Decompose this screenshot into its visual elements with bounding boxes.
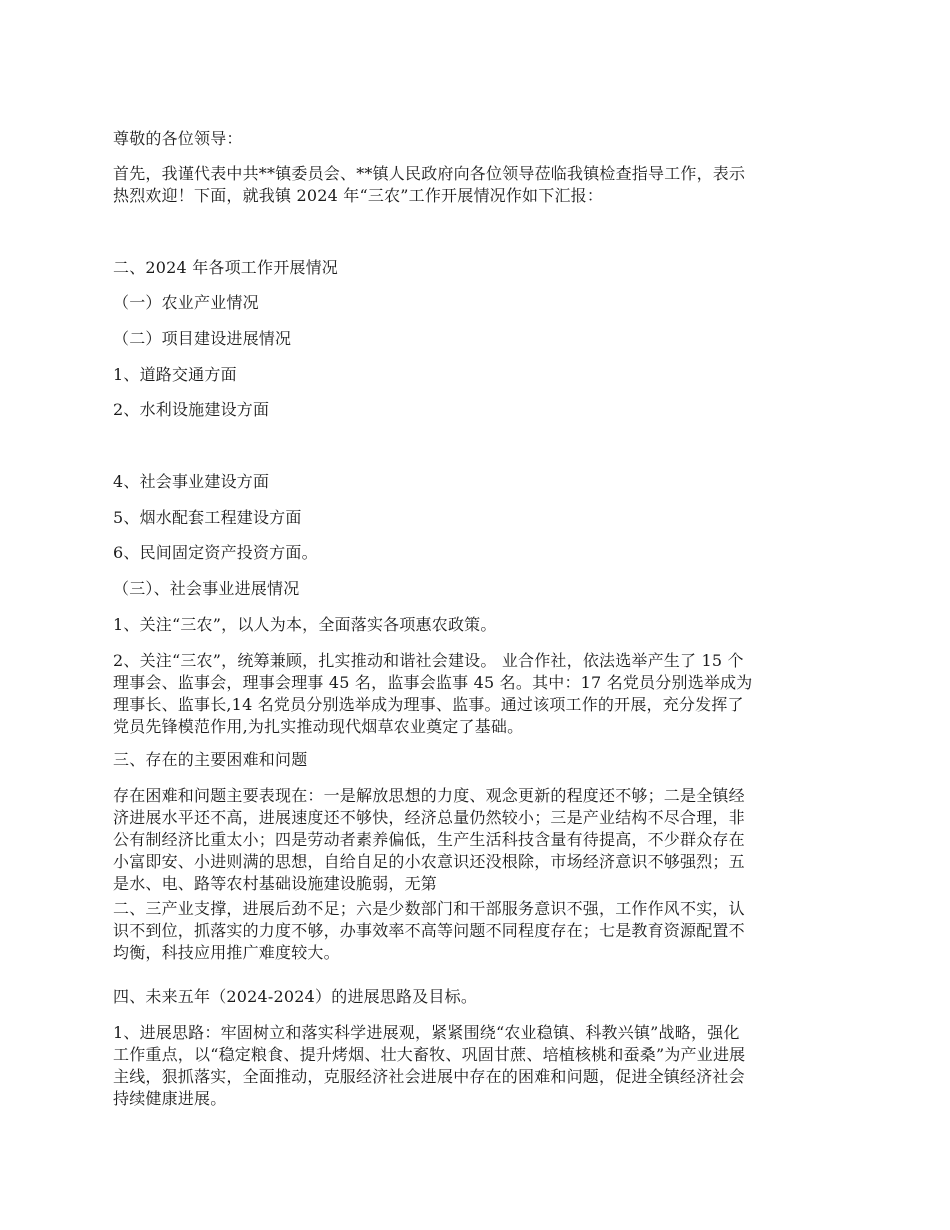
intro-line: 首先，我谨代表中共**镇委员会、**镇人民政府向各位领导莅临我镇检查指导工作，表示 bbox=[113, 164, 746, 183]
subsection-2-title: （二）项目建设进展情况 bbox=[113, 329, 292, 348]
paragraph-line: 持续健康进展。 bbox=[113, 1089, 227, 1108]
paragraph-line: 理事长、监事长,14 名党员分别选举成为理事、监事。通过该项工作的开展，充分发挥了 bbox=[113, 695, 744, 714]
paragraph-line: 均衡，科技应用推广难度较大。 bbox=[113, 943, 340, 962]
greeting bbox=[113, 128, 837, 150]
paragraph-line: 公有制经济比重太小；四是劳动者素养偏低，生产生活科技含量有待提高，不少群众存在 bbox=[113, 830, 745, 849]
section-4-title: 四、未来五年（2024-2024）的进展思路及目标。 bbox=[113, 987, 478, 1006]
paragraph-line: 主线，狠抓落实，全面推动，克服经济社会进展中存在的困难和问题，促进全镇经济社会 bbox=[113, 1067, 745, 1086]
item-4-text: 4、社会事业建设方面 bbox=[113, 472, 270, 491]
subsection-heading bbox=[113, 578, 837, 600]
intro-line: 热烈欢迎！下面，就我镇 2024 年“三农”工作开展情况作如下汇报： bbox=[113, 186, 604, 205]
section-4-heading bbox=[113, 986, 837, 1008]
section-3-title: 三、存在的主要困难和问题 bbox=[113, 750, 308, 769]
paragraph-line: 识不到位，抓落实的力度不够，办事效率不高等问题不同程度存在；七是教育资源配置不 bbox=[113, 921, 745, 940]
problems-paragraph bbox=[113, 785, 837, 895]
paragraph-line: 小富即安、小进则满的思想，自给自足的小农意识还没根除，市场经济意识不够强烈；五 bbox=[113, 852, 745, 871]
paragraph-line: 2、关注“三农”，统筹兼顾，扎实推动和谐社会建设。 业合作社，依法选举产生了 15 个 bbox=[113, 651, 744, 670]
list-item bbox=[113, 542, 837, 564]
section-3-heading bbox=[113, 749, 837, 771]
section-2-title: 二、2024 年各项工作开展情况 bbox=[113, 258, 339, 277]
s4-item-1-paragraph bbox=[113, 1022, 837, 1110]
paragraph-line: 是水、电、路等农村基础设施建设脆弱，无第 bbox=[113, 874, 438, 893]
list-item bbox=[113, 471, 837, 493]
s3-item-1-text: 1、关注“三农”，以人为本，全面落实各项惠农政策。 bbox=[113, 615, 497, 634]
greeting-text: 尊敬的各位领导： bbox=[113, 129, 243, 148]
list-item bbox=[113, 614, 837, 636]
s3-item-2-paragraph bbox=[113, 650, 837, 738]
item-6-text: 6、民间固定资产投资方面。 bbox=[113, 543, 318, 562]
intro-paragraph bbox=[113, 163, 837, 207]
subsection-heading bbox=[113, 292, 837, 314]
paragraph-line: 党员先锋模范作用,为扎实推动现代烟草农业奠定了基础。 bbox=[113, 717, 524, 736]
paragraph-line: 1、进展思路：牢固树立和落实科学进展观，紧紧围绕“农业稳镇、科教兴镇”战略，强化 bbox=[113, 1023, 740, 1042]
paragraph-line: 理事会、监事会，理事会理事 45 名，监事会监事 45 名。其中：17 名党员分别选举成为 bbox=[113, 673, 753, 692]
list-item bbox=[113, 507, 837, 529]
subsection-heading bbox=[113, 328, 837, 350]
list-item bbox=[113, 364, 837, 386]
subsection-3-title: （三）、社会事业进展情况 bbox=[113, 579, 300, 598]
paragraph-line: 二、三产业支撑，进展后劲不足；六是少数部门和干部服务意识不强，工作作风不实，认 bbox=[113, 899, 745, 918]
item-5-text: 5、烟水配套工程建设方面 bbox=[113, 508, 302, 527]
item-1-text: 1、道路交通方面 bbox=[113, 365, 237, 384]
paragraph-line: 存在困难和问题主要表现在：一是解放思想的力度、观念更新的程度还不够；二是全镇经 bbox=[113, 786, 745, 805]
section-2-heading bbox=[113, 257, 837, 279]
paragraph-line: 济进展水平还不高，进展速度还不够快，经济总量仍然较小；三是产业结构不尽合理，非 bbox=[113, 808, 745, 827]
problems-paragraph-2 bbox=[113, 898, 837, 964]
item-2-text: 2、水利设施建设方面 bbox=[113, 400, 270, 419]
list-item bbox=[113, 399, 837, 421]
paragraph-line: 工作重点，以“稳定粮食、提升烤烟、壮大畜牧、巩固甘蔗、培植核桃和蚕桑”为产业进展 bbox=[113, 1045, 746, 1064]
subsection-1-title: （一）农业产业情况 bbox=[113, 293, 259, 312]
